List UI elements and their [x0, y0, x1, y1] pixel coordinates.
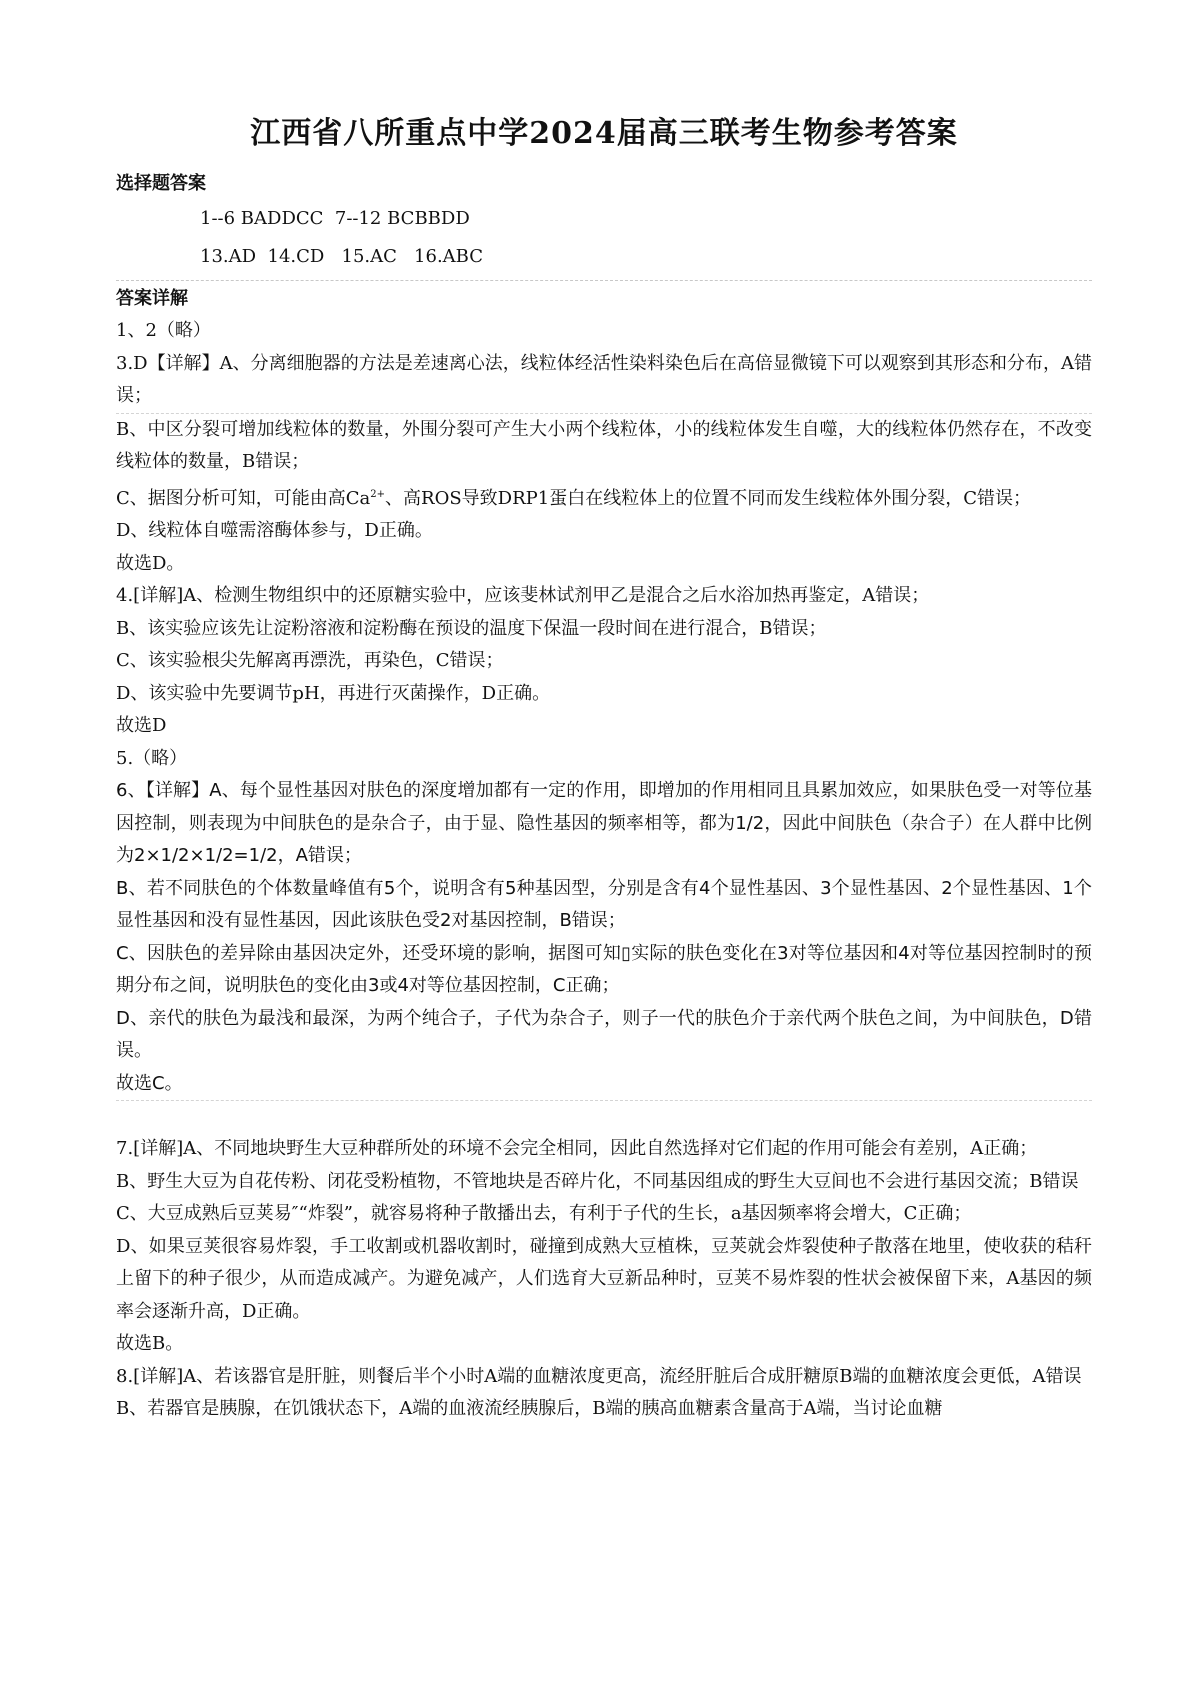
answer-4-option-b: B、该实验应该先让淀粉溶液和淀粉酶在预设的温度下保温一段时间在进行混合，B错误；: [116, 617, 827, 639]
answer-6-option-c: C、因肤色的差异除由基因决定外，还受环境的影响，据图可知▯实际的肤色变化在3对等位基因和4对等位基因控制时的预期分布之间，说明肤色的变化由3或4对等位基因控制，C正确；: [116, 942, 1092, 996]
answer-3-option-d: D、线粒体自噬需溶酶体参与，D正确。: [116, 520, 433, 541]
answer-3-option-a: 3.D【详解】A、分离细胞器的方法是差速离心法，线粒体经活性染料染色后在高倍显微镜下可以观察到其形态和分布，A错误；: [116, 352, 1092, 406]
answer-details-heading: 答案详解: [116, 288, 188, 309]
answer-4-conclusion: 故选D: [116, 715, 167, 736]
separator: [116, 280, 1092, 281]
spacer: [116, 1101, 1092, 1133]
page-title: 江西省八所重点中学2024届高三联考生物参考答案: [250, 116, 958, 151]
choice-answers-line-1: 1--6 BADDCC 7--12 BCBBDD: [200, 208, 470, 229]
answer-6-conclusion: 故选C。: [116, 1072, 183, 1094]
answer-7-option-d: D、如果豆荚很容易炸裂，手工收割或机器收割时，碰撞到成熟大豆植株，豆荚就会炸裂使种子散落在地里，使收获的秸秆上留下的种子很少，从而造成减产。为避免减产，人们选育大豆新品种时，豆荚不易炸裂的性状会被保留下来，A基因的频率会逐渐升高，D正确。: [116, 1235, 1092, 1322]
choice-answers-line-2: 13.AD 14.CD 15.AC 16.ABC: [200, 246, 484, 267]
answer-7-option-b: B、野生大豆为自花传粉、闭花受粉植物，不管地块是否碎片化，不同基因组成的野生大豆间也不会进行基因交流；B错误: [116, 1170, 1079, 1192]
answer-3-option-c: [116, 479, 1092, 516]
choice-answers-heading: 选择题答案: [116, 173, 206, 194]
answer-3-option-b: B、中区分裂可增加线粒体的数量，外围分裂可产生大小两个线粒体，小的线粒体发生自噬，大的线粒体仍然存在，不改变线粒体的数量，B错误；: [116, 418, 1092, 472]
answer-6-option-a: 6、【详解】A、每个显性基因对肤色的深度增加都有一定的作用，即增加的作用相同且具累加效应，如果肤色受一对等位基因控制，则表现为中间肤色的是杂合子，由于显、隐性基因的频率相等，都为1/2，因此中间肤色（杂合子）在人群中比例为2×1/2×1/2=1/2，A错误；: [116, 780, 1092, 866]
answer-8-option-a: 8.[详解]A、若该器官是肝脏，则餐后半个小时A端的血糖浓度更高，流经肝脏后合成肝糖原B端的血糖浓度会更低，A错误: [116, 1365, 1082, 1387]
answer-1-2: 1、2（略）: [116, 320, 211, 341]
answer-7-option-c: C、大豆成熟后豆荚易″“炸裂”，就容易将种子散播出去，有利于子代的生长，a基因频率将会增大，C正确；: [116, 1203, 972, 1224]
answer-3-option-c-part1: C、据图分析可知，可能由高Ca: [116, 487, 371, 509]
calcium-charge: 2+: [370, 488, 386, 500]
answer-6-option-d: D、亲代的肤色为最浅和最深，为两个纯合子，子代为杂合子，则子一代的肤色介于亲代两个肤色之间，为中间肤色，D错误。: [116, 1007, 1092, 1061]
answer-8-option-b: B、若器官是胰腺，在饥饿状态下，A端的血液流经胰腺后，B端的胰高血糖素含量高于A端，当讨论血糖: [116, 1398, 943, 1419]
answer-7-option-a: 7.[详解]A、不同地块野生大豆种群所处的环境不会完全相同，因此自然选择对它们起的作用可能会有差别，A正确；: [116, 1138, 1038, 1159]
answer-5: 5.（略）: [116, 747, 188, 769]
answer-6-option-b: B、若不同肤色的个体数量峰值有5个，说明含有5种基因型，分别是含有4个显性基因、3个显性基因、2个显性基因、1个显性基因和没有显性基因，因此该肤色受2对基因控制，B错误；: [116, 877, 1092, 931]
answer-4-option-c: C、该实验根尖先解离再漂洗，再染色，C错误；: [116, 650, 504, 671]
answer-7-conclusion: 故选B。: [116, 1333, 184, 1354]
answer-3-conclusion: 故选D。: [116, 552, 185, 574]
answer-4-option-d: D、该实验中先要调节pH，再进行灭菌操作，D正确。: [116, 682, 551, 704]
answer-3-option-c-part2: 、高ROS导致DRP1蛋白在线粒体上的位置不同而发生线粒体外围分裂，C错误；: [385, 487, 1031, 509]
answer-4-option-a: 4.[详解]A、检测生物组织中的还原糖实验中，应该斐林试剂甲乙是混合之后水浴加热再鉴定，A错误；: [116, 585, 930, 606]
